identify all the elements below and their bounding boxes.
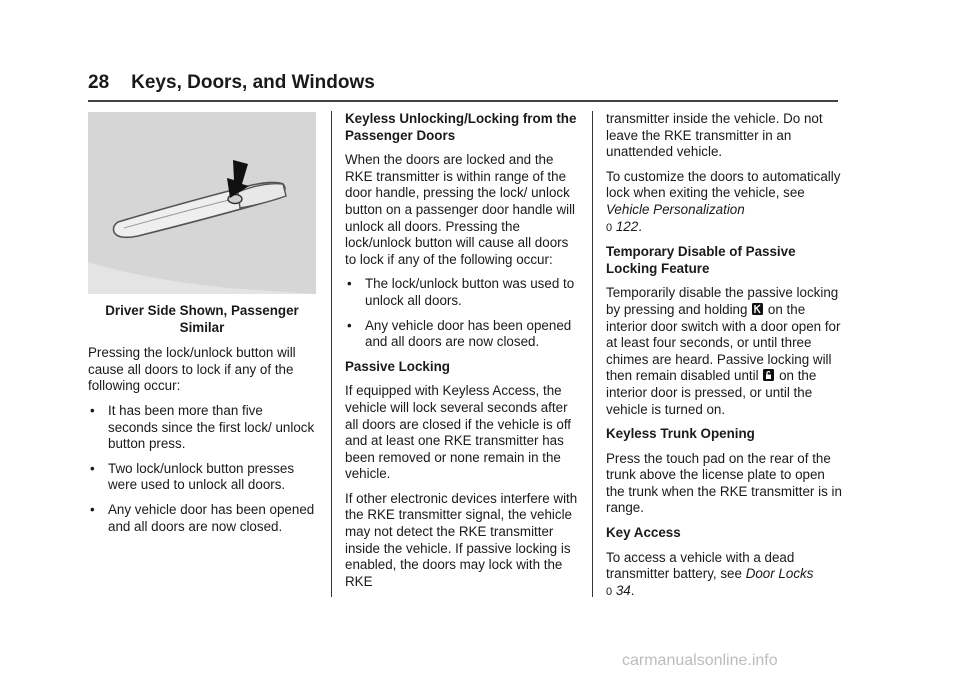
- unlock-button-icon: [763, 369, 774, 381]
- column-divider: [331, 111, 332, 597]
- bullet-list: [345, 276, 581, 350]
- paragraph: Temporarily disable the passive locking by pressing and holding on the interior door switch with a door open for at least four seconds, or until three chimes are heard. Passive locking will then remain disabled until on the interior door is pressed, or until the vehicle is turned on.: [606, 285, 841, 417]
- column-2: [345, 111, 581, 598]
- list-item: • Any vehicle door has been opened and all doors are now closed.: [90, 501, 315, 534]
- door-handle-illustration: [88, 112, 316, 294]
- page-header: [88, 72, 375, 94]
- section-heading: Temporary Disable of Passive Locking Feature: [606, 244, 796, 276]
- paragraph: Pressing the lock/unlock button will cause all doors to lock if any of the following occur:: [88, 345, 296, 394]
- list-item: • The lock/unlock button was used to unlock all doors.: [347, 276, 575, 308]
- list-item: • It has been more than five seconds since the first lock/ unlock button press.: [90, 402, 315, 452]
- bullet: •: [347, 317, 352, 333]
- lock-button-icon: [752, 303, 763, 315]
- page-reference[interactable]: 122: [615, 218, 639, 234]
- section-heading: Key Access: [606, 525, 681, 541]
- list-item: • Any vehicle door has been opened and all doors are now closed.: [347, 317, 572, 350]
- section-heading: Passive Locking: [345, 358, 450, 374]
- bullet: •: [347, 276, 352, 292]
- bullet: •: [90, 402, 95, 418]
- page-ref-arrow-icon: 0: [606, 221, 613, 234]
- column-1: [88, 112, 316, 543]
- page-reference[interactable]: 34: [615, 582, 631, 598]
- page-number: 28: [88, 72, 110, 93]
- paragraph: Press the touch pad on the rear of the trunk above the license plate to open the trunk when the RKE transmitter is in range.: [606, 450, 842, 516]
- paragraph: transmitter inside the vehicle. Do not leave the RKE transmitter in an unattended vehicle.: [606, 111, 823, 160]
- figure-caption: Driver Side Shown, Passenger Similar: [105, 303, 299, 335]
- section-title: Keys, Doors, and Windows: [131, 72, 375, 93]
- column-3: [606, 111, 842, 608]
- paragraph: If other electronic devices interfere with the RKE transmitter signal, the vehicle may not detect the RKE transmitter inside the vehicle. If passive locking is enabled, the doors may lock with the RKE: [345, 490, 578, 589]
- cross-reference-link[interactable]: Vehicle Personalization: [606, 201, 745, 217]
- watermark: carmanualsonline.info: [622, 652, 778, 669]
- bullet: •: [90, 460, 95, 476]
- paragraph: To access a vehicle with a dead transmitter battery, see Door Locks 0 34.: [606, 549, 814, 598]
- paragraph: If equipped with Keyless Access, the vehicle will lock several seconds after all doors are closed if the vehicle is off and at least one RKE transmitter has been removed or none remain in the vehicle.: [345, 383, 572, 482]
- section-heading: Keyless Unlocking/Locking from the Passenger Doors: [345, 111, 577, 143]
- header-rule: [88, 100, 838, 102]
- section-heading: Keyless Trunk Opening: [606, 426, 755, 442]
- paragraph: When the doors are locked and the RKE transmitter is within range of the door handle, pressing the lock/ unlock button on a passenger door handle will unlock all doors. Pressing the lock/unlock button will cause all doors to lock if any of the following occur:: [345, 152, 576, 267]
- list-item: • Two lock/unlock button presses were used to unlock all doors.: [90, 460, 295, 493]
- bullet-list: [88, 403, 316, 535]
- column-divider: [592, 111, 593, 597]
- bullet: •: [90, 501, 95, 517]
- cross-reference-link[interactable]: Door Locks: [745, 566, 814, 582]
- paragraph: To customize the doors to automatically lock when exiting the vehicle, see Vehicle Personalization 0 122.: [606, 168, 841, 234]
- page-ref-arrow-icon: 0: [606, 585, 613, 598]
